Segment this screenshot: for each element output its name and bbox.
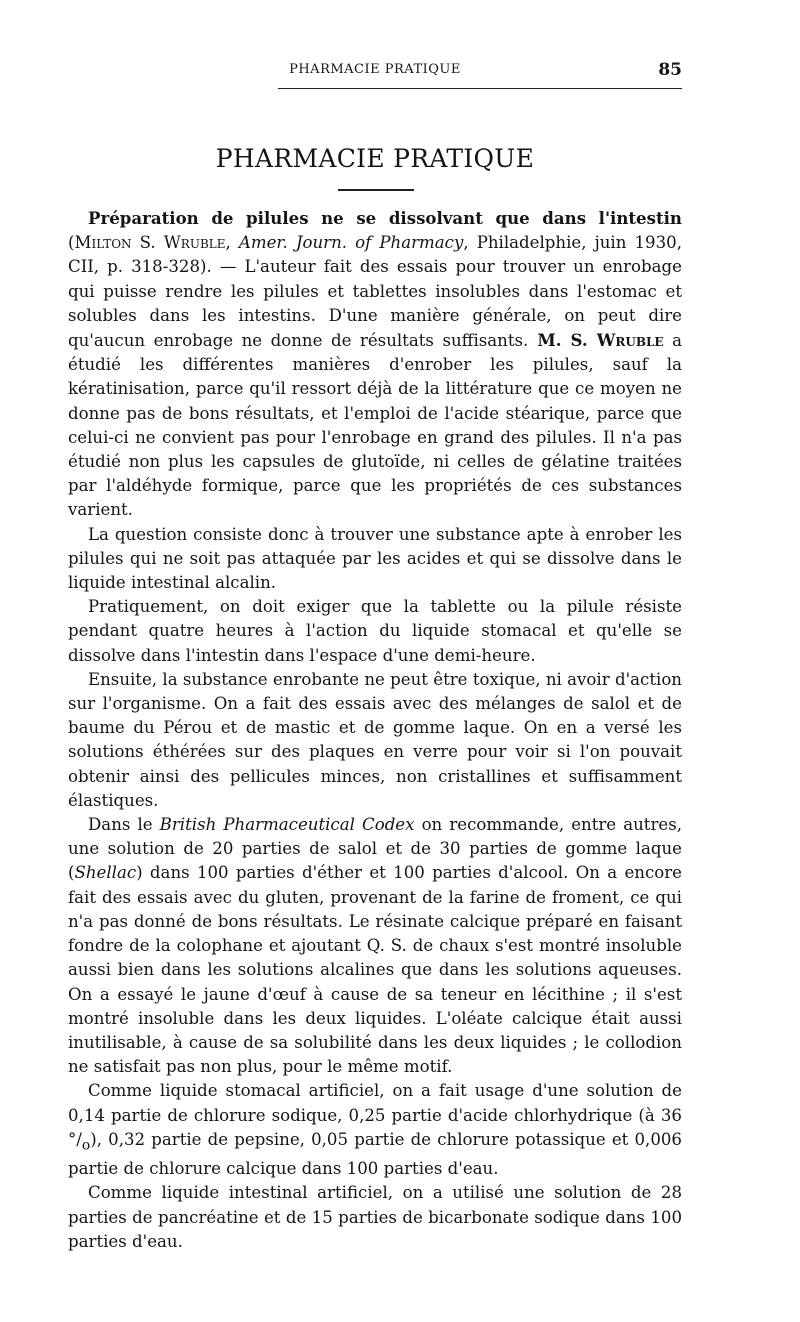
paragraph-5-a: Dans le bbox=[88, 815, 160, 835]
ref-sep: , bbox=[225, 233, 239, 253]
journal-name: Amer. Journ. of Pharmacy bbox=[238, 233, 464, 253]
header-rule bbox=[278, 88, 682, 89]
paragraph-6-b: ), 0,32 partie de pepsine, 0,05 partie de chlorure potassique et 0,006 partie de chlorure calcique dans 100 parties d'eau. bbox=[68, 1129, 682, 1179]
article-heading: Préparation de pilules ne se dissolvant que dans l'intestin bbox=[88, 208, 682, 228]
ref-details: , Philadelphie, juin 1930, CII, p. 318-328). bbox=[68, 233, 682, 277]
paragraph-5-c: ) dans 100 parties d'éther et 100 parties d'alcool. On a encore fait des essais avec du gluten, provenant de la farine de froment, ce qui n'a pas donné de bons résultats. Le résinate calcique préparé en faisant fondre de la colophane et ajoutant Q. S. de chaux s'est montré insoluble aussi bien dans les solutions alcalines que dans les solutions aqueuses. On a essayé le jaune d'œuf à cause de sa teneur en lécithine ; il s'est montré insoluble dans les deux liquides. L'oléate calcique était aussi inutilisable, à cause de sa solubilité dans les deux liquides ; le collodion ne satisfait pas non plus, pour le même motif. bbox=[68, 863, 682, 1077]
title-rule bbox=[338, 189, 414, 191]
author-initials: M. S. bbox=[528, 330, 597, 351]
paragraph-7: Comme liquide intestinal artificiel, on a utilisé une solution de 28 parties de pancréatine et de 15 parties de bicarbonate sodique dans 100 parties d'eau. bbox=[68, 1183, 682, 1251]
article-body bbox=[68, 206, 682, 1254]
author-name: Milton S. Wruble bbox=[74, 233, 226, 253]
paragraph-4: Ensuite, la substance enrobante ne peut être toxique, ni avoir d'action sur l'organisme. On a fait des essais avec des mélanges de salol et de baume du Pérou et de mastic et de gomme laque. On en a versé les solutions éthérées sur des plaques en verre pour voir si l'on pouvait obtenir ainsi des pellicules minces, non cristallines et suffisamment élastiques. bbox=[68, 669, 682, 810]
paragraph-6 bbox=[68, 1079, 682, 1181]
codex-title: British Pharmaceutical Codex bbox=[159, 815, 415, 835]
paragraph-1-tail: a étudié les différentes manières d'enrober les pilules, sauf la kératinisation, parce qu'il ressort déjà de la littérature que ce moyen ne donne pas de bons résultats, et l'emploi de l'acide stéarique, parce que celui-ci ne convient pas pour l'enrobage en grand des pilules. Il n'a pas étudié non plus les capsules de glutoïde, ni celles de gélatine traitées par l'aldéhyde formique, parce que les propriétés de ces substances varient. bbox=[68, 331, 682, 520]
section-title: PHARMACIE PRATIQUE bbox=[215, 144, 535, 173]
ref-open: ( bbox=[68, 233, 75, 253]
running-header bbox=[68, 60, 682, 86]
shellac-term: Shellac bbox=[74, 863, 137, 883]
percent-sign: °/ bbox=[68, 1129, 82, 1149]
paragraph-2: La question consiste donc à trouver une substance apte à enrober les pilules qui ne soit pas attaquée par les acides et qui se dissolve dans le liquide intestinal alcalin. bbox=[68, 524, 682, 593]
paragraph-5-b: on recommande, entre autres, une solution de 20 parties de salol et de 30 parties de gomme laque ( bbox=[68, 815, 682, 883]
author-name-2: Wruble bbox=[596, 330, 664, 351]
paragraph-3: Pratiquement, on doit exiger que la tablette ou la pilule résiste pendant quatre heures à l'action du liquide stomacal et qu'elle se dissolve dans l'intestin dans l'espace d'une demi-heure. bbox=[68, 597, 682, 665]
running-title: PHARMACIE PRATIQUE bbox=[289, 62, 461, 77]
paragraph-1-text: — L'auteur fait des essais pour trouver un enrobage qui puisse rendre les pilules et tablettes insolubles dans l'estomac et solubles dans les intestins. D'une manière générale, on peut dire qu'aucun enrobage ne donne de résultats suffisants. bbox=[68, 257, 682, 351]
paragraph-6-a: Comme liquide stomacal artificiel, on a fait usage d'une solution de 0,14 partie de chlorure sodique, 0,25 partie d'acide chlorhydrique (à 36 bbox=[68, 1081, 682, 1125]
page-number: 85 bbox=[658, 60, 682, 80]
paragraph-1 bbox=[68, 206, 682, 523]
percent-sign-o: o bbox=[81, 1137, 91, 1154]
paragraph-5 bbox=[68, 813, 682, 1079]
